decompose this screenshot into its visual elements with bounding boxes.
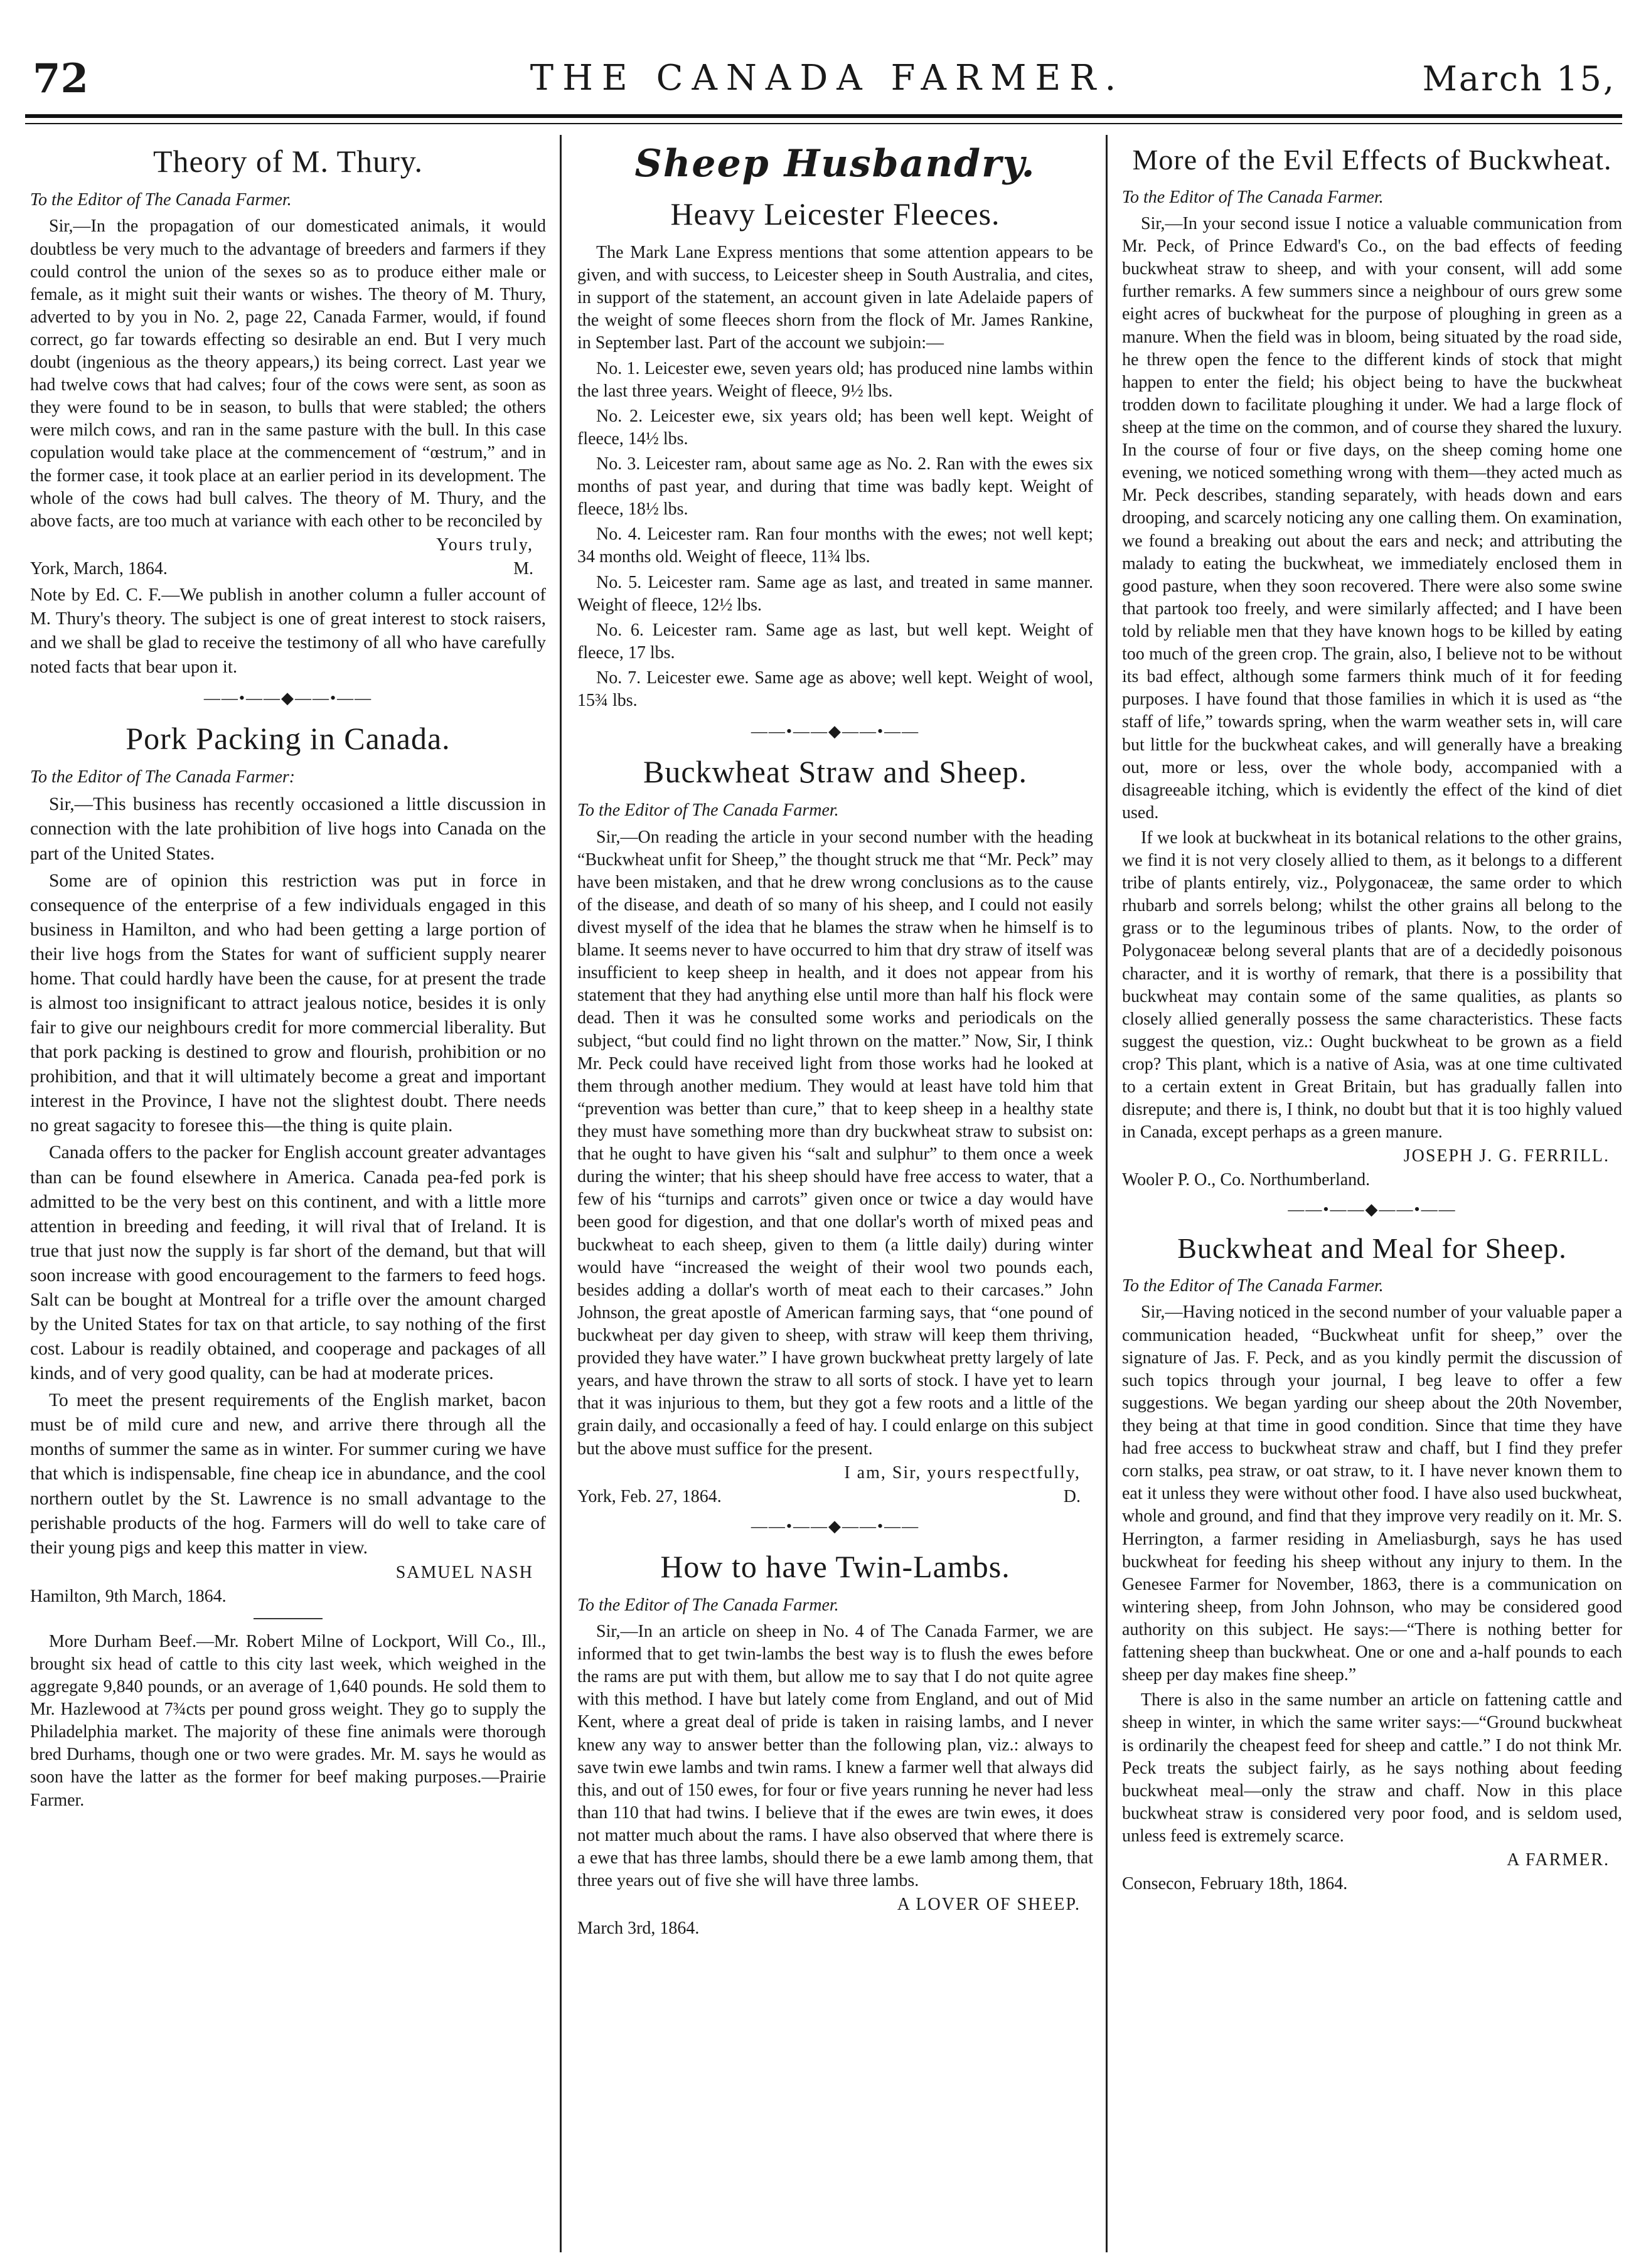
paragraph: If we look at buckwheat in its botanical relations to the other grains, we find it is not very closely allied to them, as it belongs to a different tribe of plants entirely, viz., Polygonaceæ, the same order to which rhubarb and sorrels belong; whilst the other grains all belong to the grass or to the leguminous tribes of plants. Now, to the order of Polygonaceæ belong several plants that are of a decidedly poisonous character, and it is worthy of remark, that there is a possibility that buckwheat may contain some of the same qualities, as plants so closely allied generally possess the same characteristics. These facts suggest the question, viz.: Ought buckwheat to be grown as a field crop? This plant, which is a native of Asia, was at one time cultivated to a certain extent in Great Britain, but has gradually fallen into disrepute; and there is, I think, no doubt but that it is too highly valued in Canada, except perhaps as a green manure. xyxy=(1122,828,1622,1142)
column-middle xyxy=(577,139,1093,2247)
paragraph: Canada offers to the packer for English account greater advantages than can be found elsewhere in America. Canada pea-fed pork is admitted to be the very best on this continent, and with a little more attention in breeding and feeding, it will rival that of Ireland. It is true that just now the supply is far short of the demand, but that will soon increase with good encouragement to the farmers to feed hogs. Salt can be bought at Montreal for a trifle over the amount charged by the United States for tax on that article, to say nothing of the first cost. Labour is readily obtained, and cooperage and packages of all kinds, and of very good quality, can be had at moderate prices. xyxy=(30,1142,546,1384)
article-intro: The Mark Lane Express mentions that some attention appears to be given, and with success, to Leicester sheep in South Australia, and cites, in support of the statement, an account given in late Adelaide papers of the weight of some fleeces shorn from the flock of Mr. James Rankine, in September last. Part of the account we subjoin:— xyxy=(577,243,1093,353)
header-rule-thick xyxy=(25,114,1622,118)
issue-date: March 15, xyxy=(1422,59,1616,98)
running-header xyxy=(33,55,1622,105)
paragraph: Sir,—Having noticed in the second number of your valuable paper a communication headed, “Buckwheat unfit for sheep,” over the signature of Jas. F. Peck, and as you kindly permit the discussion of such topics through your journal, I beg leave to offer a few suggestions. We began yarding our sheep about the 20th November, they being at that time in good condition. Since that time they have had free access to buckwheat straw and chaff, but I find they prefer corn stalks, pea straw, or oat straw, to it. I have never known them to eat it unless they were without other food. I have also used buckwheat, whole and ground, and find that they improve very readily on it. Mr. S. Herrington, a farmer residing in Ameliasburgh, says he has used buckwheat for feeding his sheep without any injury to them. In the Genesee Farmer for November, 1863, there is a communication on wintering sheep, from John Johnson, who may be considered good authority on this subject. He says:—“There is nothing better for fattening sheep than buckwheat. One or one and a-half pounds to each sheep per day makes fine sheep.” xyxy=(1122,1302,1622,1685)
signature: JOSEPH J. G. FERRILL. xyxy=(1403,1146,1610,1166)
salutation: To the Editor of The Canada Farmer. xyxy=(577,801,839,821)
fleece-item: No. 7. Leicester ewe. Same age as above; well kept. Weight of wool, 15¾ lbs. xyxy=(577,668,1093,711)
department-heading: Sheep Husbandry. xyxy=(634,142,1036,186)
paragraph: To meet the present requirements of the English market, bacon must be of mild cure and new, and arrive there through all the months of summer the same as in winter. For summer curing we have that which is indispensable, fine cheap ice in abundance, and the cool northern outlet by the St. Lawrence is no small advantage to the perishable products of the hog. Farmers will do well to take care of their young pigs and keep this matter in view. xyxy=(30,1390,546,1558)
article-title: Buckwheat Straw and Sheep. xyxy=(643,754,1027,790)
dateline xyxy=(1122,1170,1622,1190)
article-pork-packing xyxy=(30,721,546,1607)
salutation: To the Editor of The Canada Farmer: xyxy=(30,767,296,787)
article-thury xyxy=(30,144,546,679)
article-body: Sir,—On reading the article in your second number with the heading “Buckwheat unfit for Sheep,” the thought struck me that “Mr. Peck” may have been mistaken, and that he drew wrong conclusions as to the cause of the disease, and death of so many of his sheep, and I could not easily divest myself of the idea that he blames the straw when he himself is to blame. It seems never to have occurred to him that dry straw of itself was insufficient to keep sheep in health, and it does not appear from his statement that they had anything else until more than half his flock were dead. Then it was he consulted some works and periodicals on the subject, “but could find no light thrown on the matter.” Now, Sir, I think Mr. Peck could have received light from those works had he looked at them through another medium. They would at least have told him that “prevention was better than cure,” that to keep sheep in a healthy state they must have something more than dry buckwheat straw to subsist on: that he ought to have given his “salt and sulphur” to them once a week during the winter; that his sheep should have free access to water, that a few of his “turnips and carrots” given once or twice a day would have been good for digestion, and that one dollar's worth of mixed peas and buckwheat to each sheep, given to them (a little daily) during winter would have “increased the weight of their wool two pounds each, besides adding a dollar's worth of meat each to their carcases.” John Johnson, the great apostle of American farming says, that “one pound of buckwheat per day given to sheep, with straw will keep them thriving, provided they have water.” I have grown buckwheat pretty largely of late years, and have thrown the straw to all sorts of stock. I have yet to learn that it was injurious to them, but they got a few roots and a little of the grain daily, and occasionally a feed of hay. I could enlarge on this subject but the above must suffice for the present. xyxy=(577,827,1093,1459)
dateline xyxy=(577,1919,1093,1939)
section-ornament: ——•——◆——•—— xyxy=(751,722,920,741)
header-rule-thin xyxy=(25,123,1622,124)
dateline-place: Consecon, February 18th, 1864. xyxy=(1122,1874,1348,1894)
closing: Yours truly, xyxy=(436,535,533,555)
dateline xyxy=(30,1587,546,1607)
article-title: Buckwheat and Meal for Sheep. xyxy=(1177,1232,1567,1265)
closing: I am, Sir, yours respectfully, xyxy=(844,1462,1081,1483)
section-ornament: ——•——◆——•—— xyxy=(1288,1200,1456,1219)
article-title: Pork Packing in Canada. xyxy=(126,720,451,756)
paragraph: Some are of opinion this restriction was put in force in consequence of the enterprise of a few individuals engaged in this business in Hamilton, and who had been getting a large portion of their live hogs from the States for want of sufficient supply nearer home. That could hardly have been the cause, for at present the trade is almost too insignificant to attract jealous notice, besides it is only fair to give our neighbours credit for more commercial liberality. But that pork packing is destined to grow and flourish, prohibition or no prohibition, and that it will ultimately become a great and important interest in the Province, I have not the slightest doubt. There needs no great sagacity to foresee this—the thing is quite plain. xyxy=(30,870,546,1136)
fleece-item: No. 3. Leicester ram, about same age as No. 2. Ran with the ewes six months of past year, and during that time was badly kept. Weight of fleece, 18½ lbs. xyxy=(577,454,1093,519)
article-leicester-fleeces xyxy=(577,197,1093,712)
article-twin-lambs xyxy=(577,1550,1093,1939)
article-body: Sir,—In the propagation of our domesticated animals, it would doubtless be very much to the advantage of breeders and farmers if they could control the union of the sexes so as to produce either male or female, as it might suit their wants or wishes. The theory of M. Thury, adverted to by you in No. 2, page 22, Canada Farmer, would, if found correct, go far towards effecting so desirable an end. But I very much doubt (ingenious as the theory appears,) its being correct. Last year we had twelve cows that had calves; four of the cows were sent, as soon as they were found to be in season, to bulls that were stabled; the others were milch cows, and ran in the same pasture with the bull. In this case copulation would take place at the commencement of “œstrum,” and in the former case, it took place at an earlier period in its development. The whole of the cows had bull calves. The theory of M. Thury, and the above facts, are too much at variance with each other to be reconciled by xyxy=(30,216,546,531)
fleece-item: No. 1. Leicester ewe, seven years old; has produced nine lambs within the last three years. Weight of fleece, 9½ lbs. xyxy=(577,358,1093,401)
paragraph: There is also in the same number an article on fattening cattle and sheep in winter, in which the same writer says:—“Ground buckwheat is ordinarily the cheapest feed for sheep and cattle.” I do not think Mr. Peck treats the subject fairly, as he says nothing about feeding buckwheat meal—only the straw and chaff. Now in this place buckwheat straw is considered very poor food, and is seldom used, unless feed is extremely scarce. xyxy=(1122,1690,1622,1846)
fleece-item: No. 2. Leicester ewe, six years old; has been well kept. Weight of fleece, 14½ lbs. xyxy=(577,406,1093,449)
signature: A FARMER. xyxy=(1507,1850,1610,1870)
fleece-item: No. 5. Leicester ram. Same age as last, and treated in same manner. Weight of fleece, 12½ lbs. xyxy=(577,572,1093,615)
dateline-place: York, March, 1864. xyxy=(30,558,168,578)
article-title: Theory of M. Thury. xyxy=(152,144,424,179)
signature-initial: D. xyxy=(1063,1486,1081,1506)
dateline xyxy=(577,1487,1093,1507)
column-divider xyxy=(1106,135,1108,2252)
column-right xyxy=(1122,139,1622,2247)
article-buckwheat-straw xyxy=(577,755,1093,1506)
salutation: To the Editor of The Canada Farmer. xyxy=(30,190,292,210)
dateline xyxy=(1122,1874,1622,1894)
page-number: 72 xyxy=(33,55,89,102)
signature: A LOVER OF SHEEP. xyxy=(897,1895,1081,1915)
short-rule xyxy=(254,1618,323,1619)
section-ornament: ——•——◆——•—— xyxy=(203,688,373,707)
section-ornament: ——•——◆——•—— xyxy=(751,1516,920,1535)
signature-initial: M. xyxy=(513,558,533,578)
salutation: To the Editor of The Canada Farmer. xyxy=(1122,1276,1384,1296)
salutation: To the Editor of The Canada Farmer. xyxy=(1122,187,1384,207)
masthead-title: THE CANADA FARMER. xyxy=(530,58,1125,98)
article-title: More of the Evil Effects of Buckwheat. xyxy=(1132,144,1612,176)
paragraph: Sir,—In your second issue I notice a valuable communication from Mr. Peck, of Prince Edward's Co., on the bad effects of feeding buckwheat straw to sheep, and with your consent, will add some further remarks. A few summers since a neighbour of ours grew some eight acres of buckwheat for the purpose of ploughing in green as a manure. When the field was in bloom, being situated by the road side, he threw open the fence to the different kinds of stock that might happen to enter the field; his object being to have the buckwheat trodden down to facilitate ploughing it under. We had a large flock of sheep at the time on the common, and of course they shared the luxury. In the course of four or five days, on the sheep coming home one evening, we noticed something wrong with them—they acted much as Mr. Peck describes, standing separately, with heads down and ears drooping, and scarcely noticing any one calling them. On examination, we found a breaking out about the ears and neck; and attributing the malady to eating the buckwheat, we immediately enclosed them in good pasture, when they soon recovered. There were also some swine that partook too freely, and were similarly affected; and I have been told by reliable men that they have known hogs to be killed by eating too much of the green crop. The grain, also, I believe not to be without its bad effect, although some farmers think much of it for feeding purposes. I have found that those families in which it is used as “the staff of life,” towards spring, when the warm weather sets in, will care but little for the buckwheat cakes, and will generally have a breaking out, more or less, over the whole body, accompanied with a disagreeable itching, which is evidently the effect of the kind of diet used. xyxy=(1122,213,1622,823)
article-buckwheat-meal xyxy=(1122,1233,1622,1894)
signature: SAMUEL NASH xyxy=(395,1562,533,1582)
article-evil-effects-buckwheat xyxy=(1122,144,1622,1190)
paragraph: Sir,—This business has recently occasioned a little discussion in connection with the late prohibition of live hogs into Canada on the part of the United States. xyxy=(30,794,546,864)
dateline xyxy=(30,559,546,579)
column-left xyxy=(30,139,546,2247)
fleece-item: No. 6. Leicester ram. Same age as last, but well kept. Weight of fleece, 17 lbs. xyxy=(577,620,1093,663)
column-divider xyxy=(560,135,562,2252)
editor-note: Note by Ed. C. F.—We publish in another column a fuller account of M. Thury's theory. The subject is one of great interest to stock raisers, and we shall be glad to receive the testimony of all who have carefully noted facts that bear upon it. xyxy=(30,584,546,677)
dateline-place: York, Feb. 27, 1864. xyxy=(577,1486,722,1506)
durham-beef-item: More Durham Beef.—Mr. Robert Milne of Lockport, Will Co., Ill., brought six head of cattle to this city last week, which weighed in the aggregate 9,840 pounds, or an average of 1,640 pounds. He sold them to Mr. Hazlewood at 7¾cts per pound gross weight. They go to supply the Philadelphia market. The majority of these fine animals were thorough bred Durhams, though one or two were grades. Mr. M. says he would as soon have the latter as the former for beef making purposes.—Prairie Farmer. xyxy=(30,1631,546,1810)
article-body: Sir,—In an article on sheep in No. 4 of The Canada Farmer, we are informed that to get twin-lambs the best way is to flush the ewes before the rams are put with them, but allow me to say that I do not quite agree with this method. I have but lately come from England, and out of Mid Kent, where a great deal of pride is taken in raising lambs, and I never knew any way to answer better than the following plan, viz.: always to save twin ewe lambs and twin rams. I knew a farmer well that always did this, and out of 150 ewes, for four or five years running he never had less than 110 that had twins. I believe that if the ewes are twin ewes, it does not matter much about the rams. I have also observed that where there is a ewe that has three lambs, should there be a ewe lamb among them, that three years out of five she will have three lambs. xyxy=(577,1622,1093,1891)
dateline-place: Wooler P. O., Co. Northumberland. xyxy=(1122,1170,1371,1190)
dateline-place: March 3rd, 1864. xyxy=(577,1919,700,1939)
dateline-place: Hamilton, 9th March, 1864. xyxy=(30,1586,227,1606)
salutation: To the Editor of The Canada Farmer. xyxy=(577,1595,839,1615)
article-title: Heavy Leicester Fleeces. xyxy=(670,196,1000,232)
fleece-item: No. 4. Leicester ram. Ran four months with the ewes; not well kept; 34 months old. Weight of fleece, 11¾ lbs. xyxy=(577,524,1093,567)
article-title: How to have Twin-Lambs. xyxy=(660,1548,1010,1584)
newspaper-page xyxy=(25,0,1622,2268)
